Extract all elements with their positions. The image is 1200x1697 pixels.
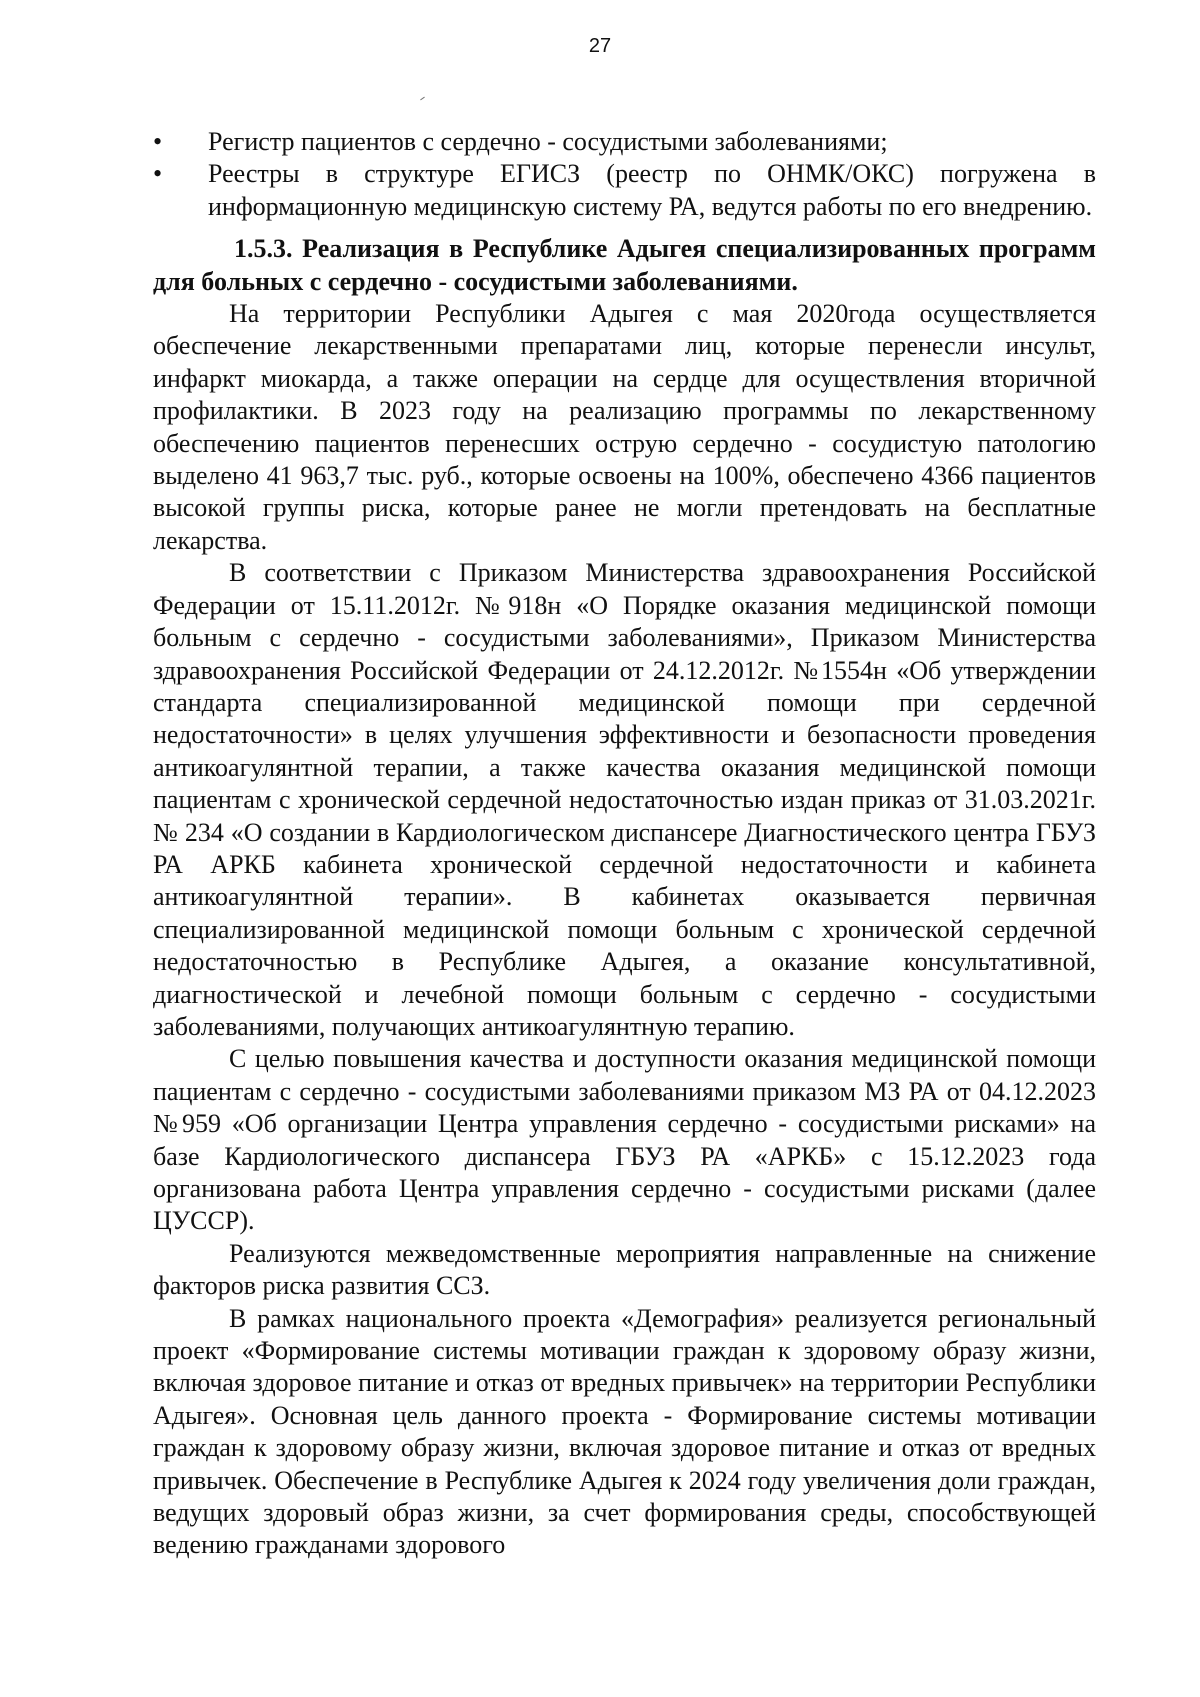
scan-artifact: [420, 97, 425, 101]
paragraph-interagency-measures: Реализуются межведомственные мероприятия направленные на снижение факторов риска развития ССЗ.: [153, 1238, 1096, 1301]
bullet-item-registry: • Регистр пациентов с сердечно - сосудистыми заболеваниями;: [153, 126, 1096, 158]
paragraph-drug-provision: На территории Республики Адыгея с мая 2020года осуществляется обеспечение лекарственными препаратами лиц, которые перенесли инсульт, инфаркт миокарда, а также операции на сердце для осуществления вторичной профилактики. В 2023 году на реализацию программы по лекарственному обеспечению пациентов перенесших острую сердечно - сосудистую патологию выделено 41 963,7 тыс. руб., которые освоены на 100%, обеспечено 4366 пациентов высокой группы риска, которые ранее не могли претендовать на бесплатные лекарства.: [153, 299, 1096, 555]
paragraph-demography-project: В рамках национального проекта «Демография» реализуется региональный проект «Формирование системы мотивации граждан к здоровому образу жизни, включая здоровое питание и отказ от вредных привычек» на территории Республики Адыгея». Основная цель данного проекта - Формирование системы мотивации граждан к здоровому образу жизни, включая здоровое питание и отказ от вредных привычек. Обеспечение в Республике Адыгея к 2024 году увеличения доли граждан, ведущих здоровый образ жизни, за счет формирования среды, способствующей ведению гражданами здорового: [153, 1303, 1096, 1560]
bullet-item-egisz: • Реестры в структуре ЕГИСЗ (реестр по ОНМК/ОКС) погружена в информационную медицинскую систему РА, ведутся работы по его внедрению.: [153, 158, 1096, 223]
page-body: [153, 126, 1096, 1562]
paragraph-risk-center: С целью повышения качества и доступности оказания медицинской помощи пациентам с сердечно - сосудистыми заболеваниями приказом МЗ РА от 04.12.2023 №959 «Об организации Центра управления сердечно - сосудистыми рисками» на базе Кардиологического диспансера ГБУЗ РА «АРКБ» с 15.12.2023 года организована работа Центра управления сердечно - сосудистыми рисками (далее ЦУССР).: [153, 1044, 1096, 1236]
paragraph-ministry-orders: В соответствии с Приказом Министерства здравоохранения Российской Федерации от 15.11.2012г. №918н «О Порядке оказания медицинской помощи больным с сердечно - сосудистыми заболеваниями», Приказом Министерства здравоохранения Российской Федерации от 24.12.2012г. №1554н «Об утверждении стандарта специализированной медицинской помощи при сердечной недостаточности» в целях улучшения эффективности и безопасности проведения антикоагулянтной терапии, а также качества оказания медицинской помощи пациентам с хронической сердечной недостаточностью издан приказ от 31.03.2021г. № 234 «О создании в Кардиологическом диспансере Диагностического центра ГБУЗ РА АРКБ кабинета хронической сердечной недостаточности и кабинета антикоагулянтной терапии». В кабинетах оказывается первичная специализированной медицинской помощи больным с хронической сердечной недостаточностью в Республике Адыгея, а оказание консультативной, диагностической и лечебной помощи больным с сердечно - сосудистыми заболеваниями, получающих антикоагулянтную терапию.: [153, 558, 1096, 1041]
bullet-list: [153, 126, 1096, 223]
page-number: 27: [588, 35, 612, 57]
section-heading: 1.5.3. Реализация в Республике Адыгея специализированных программ для больных с сердечно - сосудистыми заболеваниями.: [153, 234, 1096, 296]
